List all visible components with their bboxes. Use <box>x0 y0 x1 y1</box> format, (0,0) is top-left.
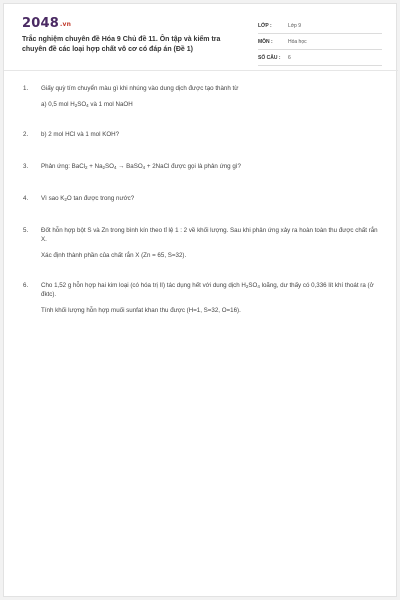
header-divider <box>4 70 398 71</box>
question-text: b) 2 mol HCl và 1 mol KOH? <box>41 131 120 138</box>
question-text: Xác định thành phần của chất rắn X (Zn = 65, S=32). <box>41 252 187 259</box>
question-number: 5. <box>23 227 29 234</box>
question-item <box>22 162 382 171</box>
question-item <box>22 194 382 203</box>
meta-label: MÔN : <box>258 39 273 45</box>
document-page <box>3 3 397 597</box>
question-text: Giấy quỳ tím chuyển màu gì khi nhúng vào dung dịch được tạo thành từ <box>41 85 239 92</box>
question-item <box>22 281 382 315</box>
question-number: 4. <box>23 195 29 202</box>
meta-value: Hóa học <box>288 39 307 45</box>
question-item <box>22 130 382 139</box>
logo-main: 2048 <box>22 16 59 31</box>
question-text: Cho 1,52 g hỗn hợp hai kim loại (có hóa trị II) tác dụng hết với dung dịch $H_2SO_4$ loãng, dư thấy có 0,336 lít khí thoát ra (ở đktc). <box>41 282 374 298</box>
meta-row-class <box>258 18 382 34</box>
meta-label: SỐ CÂU : <box>258 55 281 61</box>
question-list <box>22 84 382 315</box>
question-item <box>22 84 382 109</box>
question-text: Phản ứng: BaCl$_2$ + $Na_2SO_4$ → BaSO$_4$ + 2NaCl được gọi là phản ứng gì? <box>41 163 241 170</box>
meta-value: Lớp 9 <box>288 23 302 29</box>
question-number: 3. <box>23 163 29 170</box>
document-meta <box>258 18 382 66</box>
question-number: 1. <box>23 85 29 92</box>
question-text: Đốt hỗn hợp bột S và Zn trong bình kín theo tỉ lệ 1 : 2 về khối lượng. Sau khi phản ứng xảy ra hoàn toàn thu được chất rắn X. <box>41 227 378 243</box>
document-title: Trắc nghiệm chuyên đề Hóa 9 Chủ đề 11. Ôn tập và kiểm tra chuyên đề các loại hợp chất vô cơ có đáp án (Đề 1) <box>22 36 221 53</box>
document-header <box>4 4 398 70</box>
question-text: Vì sao $K_2O$ tan được trong nước? <box>41 195 135 202</box>
meta-row-subject <box>258 34 382 50</box>
site-logo[interactable] <box>22 16 71 31</box>
question-number: 2. <box>23 131 29 138</box>
question-number: 6. <box>23 282 29 289</box>
meta-row-count <box>258 50 382 66</box>
meta-label: LỚP : <box>258 23 272 29</box>
question-text: Tính khối lượng hỗn hợp muối sunfat khan thu được (H=1, S=32, O=16). <box>41 307 241 314</box>
question-text: a) 0,5 mol $H_2SO_4$ và 1 mol NaOH <box>41 101 133 108</box>
meta-value: 6 <box>288 55 291 61</box>
question-item <box>22 226 382 260</box>
logo-tld: .vn <box>59 21 72 28</box>
